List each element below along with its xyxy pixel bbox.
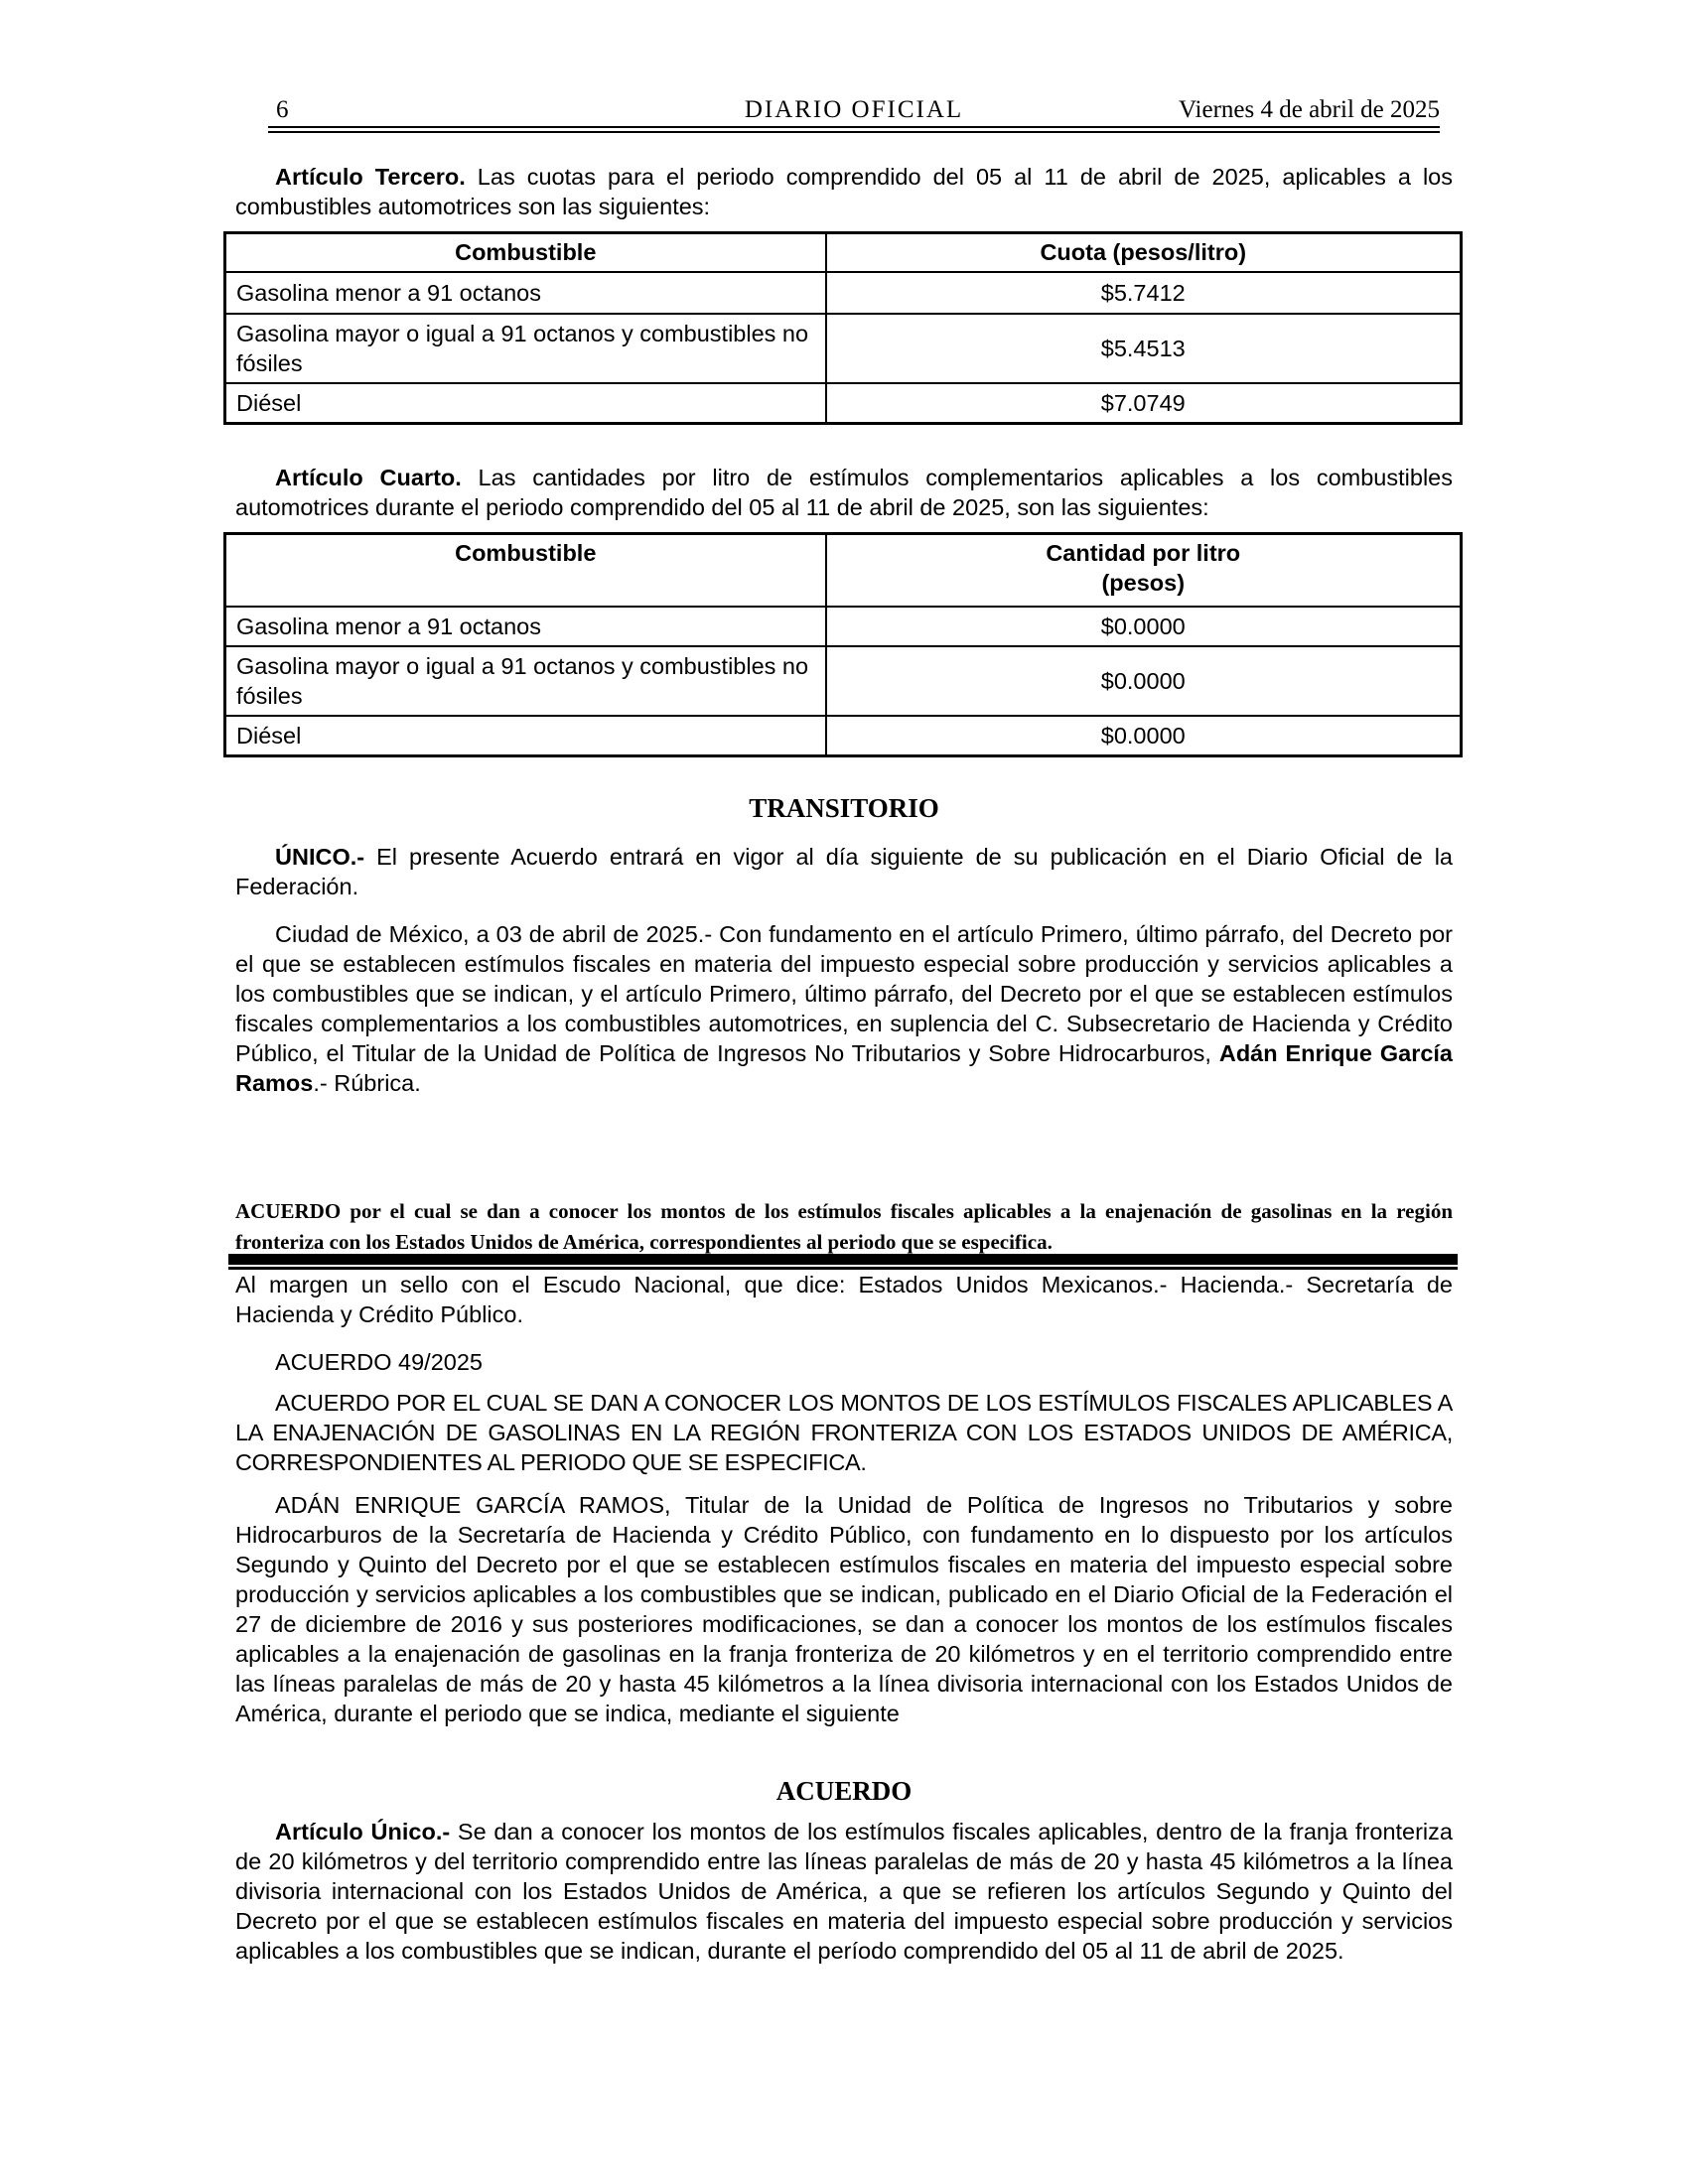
cell-fuel: Gasolina mayor o igual a 91 octanos y combustibles no fósiles xyxy=(225,314,826,383)
paragraph-al-margen: Al margen un sello con el Escudo Nacional, que dice: Estados Unidos Mexicanos.- Hacienda.- Secretaría de Hacienda y Crédito Público. xyxy=(235,1272,1453,1327)
cell-fuel: Gasolina menor a 91 octanos xyxy=(225,607,826,646)
articulo-cuarto-text: Las cantidades por litro de estímulos complementarios aplicables a los combustibles automotrices durante el periodo comprendido del 05 al 11 de abril de 2025, son las siguientes: xyxy=(235,465,1453,520)
cell-value: $0.0000 xyxy=(826,607,1462,646)
table-header-row xyxy=(225,534,1462,607)
paragraph-acuerdo-caps: ACUERDO POR EL CUAL SE DAN A CONOCER LOS MONTOS DE LOS ESTÍMULOS FISCALES APLICABLES A LA ENAJENACIÓN DE GASOLINAS EN LA REGIÓN FRONTERIZA CON LOS ESTADOS UNIDOS DE AMÉRICA, CORRESPONDIENTES AL PERIODO QUE SE ESPECIFICA. xyxy=(235,1390,1453,1475)
articulo-unico-text: Se dan a conocer los montos de los estímulos fiscales aplicables, dentro de la franja fronteriza de 20 kilómetros y del territorio comprendido entre las líneas paralelas de más de 20 y hasta 45 kilómetros a la línea divisoria internacional con los Estados Unidos de América, a que se refieren los artículos Segundo y Quinto del Decreto por el que se establecen estímulos fiscales en materia del impuesto especial sobre producción y servicios aplicables a los combustibles que se indican, durante el período comprendido del 05 al 11 de abril de 2025. xyxy=(235,1819,1453,1964)
acuerdo-heading: ACUERDO xyxy=(775,1776,913,1806)
cell-fuel: Gasolina mayor o igual a 91 octanos y combustibles no fósiles xyxy=(225,646,826,716)
paragraph-firma xyxy=(235,919,1453,1098)
column-header-cantidad-line1: Cantidad por litro xyxy=(1046,540,1241,566)
section-separator-rule xyxy=(228,1254,1458,1270)
table-row xyxy=(225,646,1462,716)
column-header-cantidad-line2: (pesos) xyxy=(1101,570,1186,596)
column-header-combustible: Combustible xyxy=(225,534,826,607)
cell-value: $7.0749 xyxy=(826,383,1462,424)
page-number: 6 xyxy=(276,96,289,123)
paragraph-unico xyxy=(235,842,1453,901)
cell-fuel: Diésel xyxy=(225,383,826,424)
articulo-tercero-lead: Artículo Tercero. xyxy=(275,164,466,190)
cell-value: $0.0000 xyxy=(826,716,1462,756)
cell-value: $5.7412 xyxy=(826,272,1462,314)
paragraph-articulo-unico xyxy=(235,1817,1453,1966)
column-header-combustible: Combustible xyxy=(225,233,826,272)
table-header-row xyxy=(225,233,1462,272)
table-row xyxy=(225,607,1462,646)
transitorio-heading: TRANSITORIO xyxy=(749,793,939,823)
acuerdo-section-title: ACUERDO por el cual se dan a conocer los montos de los estímulos fiscales aplicables a la enajenación de gasolinas en la región fronteriza con los Estados Unidos de América, correspondientes al periodo que se especifica. xyxy=(235,1199,1453,1254)
articulo-cuarto-lead: Artículo Cuarto. xyxy=(275,465,462,490)
articulo-tercero-text: Las cuotas para el periodo comprendido del 05 al 11 de abril de 2025, aplicables a los combustibles automotrices son las siguientes: xyxy=(235,164,1453,219)
column-header-cantidad xyxy=(826,534,1462,607)
cell-fuel: Diésel xyxy=(225,716,826,756)
paragraph-acuerdo-numero: ACUERDO 49/2025 xyxy=(275,1349,483,1375)
gazette-date: Viernes 4 de abril de 2025 xyxy=(1178,96,1440,123)
header-double-rule xyxy=(268,126,1440,133)
articulo-unico-lead: Artículo Único.- xyxy=(275,1819,451,1844)
firma-pre: Ciudad de México, a 03 de abril de 2025.- Con fundamento en el artículo Primero, último párrafo, del Decreto por el que se establecen estímulos fiscales en materia del impuesto especial sobre producción y servicios aplicables a los combustibles que se indican, y el artículo Primero, último párrafo, del Decreto por el que se establecen estímulos fiscales complementarios a los combustibles automotrices, en suplencia del C. Subsecretario de Hacienda y Crédito Público, el Titular de la Unidad de Política de Ingresos No Tributarios y Sobre Hidrocarburos, xyxy=(235,921,1453,1066)
table-row xyxy=(225,716,1462,756)
paragraph-articulo-cuarto xyxy=(235,463,1453,522)
gazette-title: DIARIO OFICIAL xyxy=(744,96,964,123)
cell-fuel: Gasolina menor a 91 octanos xyxy=(225,272,826,314)
table-row xyxy=(225,383,1462,424)
table-cantidades xyxy=(223,532,1463,757)
page-header xyxy=(268,97,1440,123)
paragraph-considerando: ADÁN ENRIQUE GARCÍA RAMOS, Titular de la Unidad de Política de Ingresos no Tributarios y sobre Hidrocarburos de la Secretaría de Hacienda y Crédito Público, con fundamento en lo dispuesto por los artículos Segundo y Quinto del Decreto por el que se establecen estímulos fiscales en materia del impuesto especial sobre producción y servicios aplicables a los combustibles que se indican, publicado en el Diario Oficial de la Federación el 27 de diciembre de 2016 y sus posteriores modificaciones, se dan a conocer los montos de los estímulos fiscales aplicables a la enajenación de gasolinas en la franja fronteriza de 20 kilómetros y en el territorio comprendido entre las líneas paralelas de más de 20 y hasta 45 kilómetros a la línea divisoria internacional con los Estados Unidos de América, durante el periodo que se indica, mediante el siguiente xyxy=(235,1492,1453,1726)
firma-nombre: Adán Enrique García Ramos xyxy=(235,1040,1454,1096)
firma-post: .- Rúbrica. xyxy=(313,1070,421,1096)
cell-value: $5.4513 xyxy=(826,314,1462,383)
table-row xyxy=(225,272,1462,314)
unico-lead: ÚNICO.- xyxy=(275,844,365,870)
table-cuotas xyxy=(223,231,1463,425)
column-header-cuota: Cuota (pesos/litro) xyxy=(826,233,1462,272)
table-row xyxy=(225,314,1462,383)
unico-text: El presente Acuerdo entrará en vigor al día siguiente de su publicación en el Diario Oficial de la Federación. xyxy=(235,844,1453,899)
cell-value: $0.0000 xyxy=(826,646,1462,716)
paragraph-articulo-tercero xyxy=(235,162,1453,221)
